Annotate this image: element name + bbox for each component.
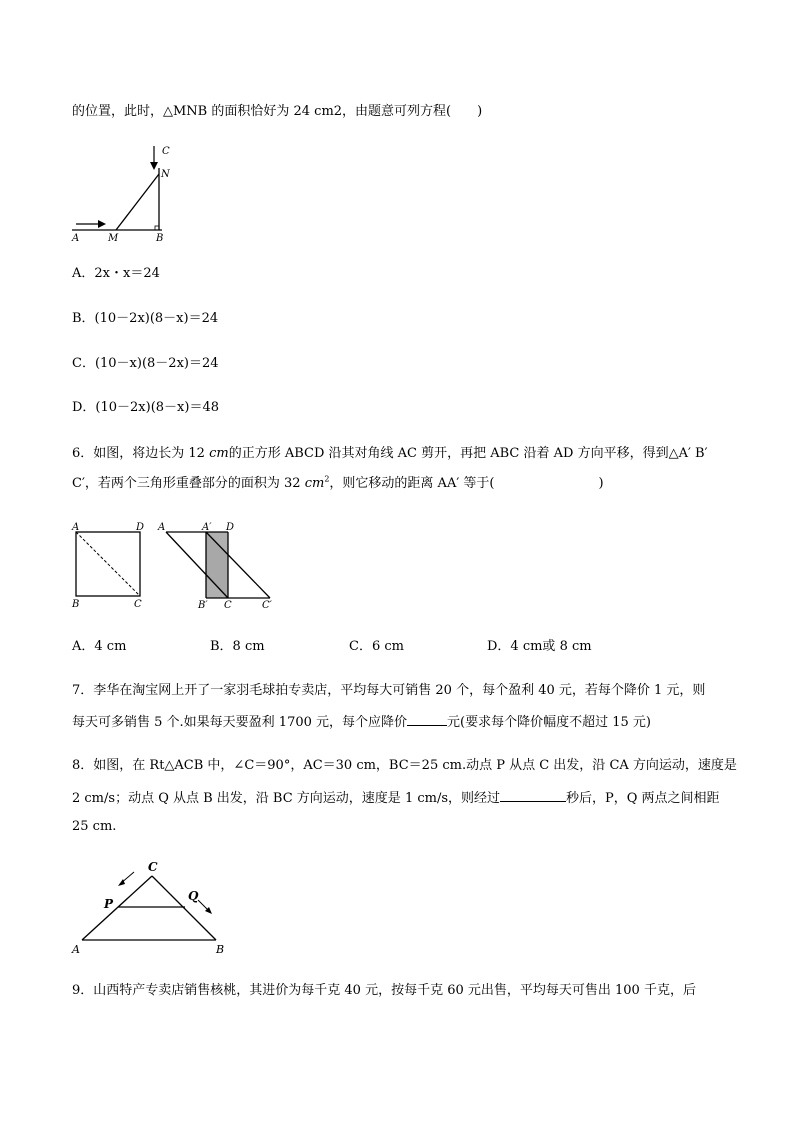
q8-line2: 2 cm/s；动点 Q 从点 B 出发，沿 BC 方向运动，速度是 1 cm/s，则经过 秒后，P，Q 两点之间相距 <box>72 791 720 806</box>
q5-option-a: A．2x・x＝24 <box>72 266 160 281</box>
q6-option-a: A．4 cm <box>72 639 127 654</box>
q6-fig1-label-a: A <box>72 522 80 533</box>
q9-line1: 9．山西特产专卖店销售核桃，其进价为每千克 40 元，按每千克 60 元出售，平均每天可售出 100 千克，后 <box>72 983 696 998</box>
q6-fig1-label-c: C <box>134 599 142 608</box>
q8-answer-blank[interactable] <box>500 789 566 802</box>
q8-line1: 8．如图，在 Rt△ACB 中，∠C＝90°，AC＝30 cm，BC＝25 cm.动点 P 从点 C 出发，沿 CA 方向运动，速度是 <box>72 758 737 773</box>
q6-line1: 6．如图，将边长为 12 cm的正方形 ABCD 沿其对角线 AC 剪开，再把 ABC 沿着 AD 方向平移，得到△A′ B′ <box>72 446 708 461</box>
q6-option-b: B．8 cm <box>210 639 265 654</box>
q6-fig2-label-a-prime: A′ <box>202 522 212 533</box>
q5-figure <box>70 144 190 244</box>
q6-fig2-label-c: C <box>224 600 232 610</box>
q5-option-c: C．(10－x)(8－2x)＝24 <box>72 356 219 371</box>
q6-option-c: C．6 cm <box>349 639 404 654</box>
q6-fig1-label-b: B <box>72 599 80 608</box>
q8-label-q: Q <box>188 889 199 903</box>
q7-answer-blank[interactable] <box>407 713 447 726</box>
q6-fig2-label-d: D <box>226 522 235 533</box>
q6-fig2-label-c-prime: C′ <box>262 600 272 610</box>
q6-option-d: D．4 cm或 8 cm <box>487 639 592 654</box>
q6-fig2-label-a: A <box>158 522 166 533</box>
q5-label-c: C <box>162 146 170 157</box>
q5-label-b: B <box>156 233 164 244</box>
q6-line2: C′，若两个三角形重叠部分的面积为 32 $cm^2$，则它移动的距离 AA′ 等于( ) <box>72 474 604 491</box>
q5-label-n: N <box>161 169 170 180</box>
q8-line3: 25 cm. <box>72 819 117 834</box>
q5-option-d: D．(10－2x)(8－x)＝48 <box>72 400 219 415</box>
q5-option-b: B．(10－2x)(8－x)＝24 <box>72 311 219 326</box>
q5-intro: 的位置，此时，△MNB 的面积恰好为 24 cm2，由题意可列方程( ) <box>72 104 483 119</box>
q5-label-a: A <box>72 233 80 244</box>
q8-label-b: B <box>216 943 225 956</box>
q8-label-c: C <box>148 860 158 874</box>
q6-figure-translated <box>156 518 286 610</box>
q8-label-p: P <box>104 897 114 911</box>
q7-line1: 7．李华在淘宝网上开了一家羽毛球拍专卖店，平均每大可销售 20 个，每个盈利 40 元，若每个降价 1 元，则 <box>72 683 706 698</box>
q8-label-a: A <box>72 943 80 956</box>
q6-fig2-label-b-prime: B′ <box>198 600 208 610</box>
q7-line2: 每天可多销售 5 个.如果每天要盈利 1700 元，每个应降价 元(要求每个降价幅度不超过 15 元) <box>72 715 651 730</box>
q8-figure <box>68 858 238 958</box>
q6-fig1-label-d: D <box>136 522 145 533</box>
q5-label-m: M <box>108 233 119 244</box>
q6-figure-square <box>70 518 160 608</box>
